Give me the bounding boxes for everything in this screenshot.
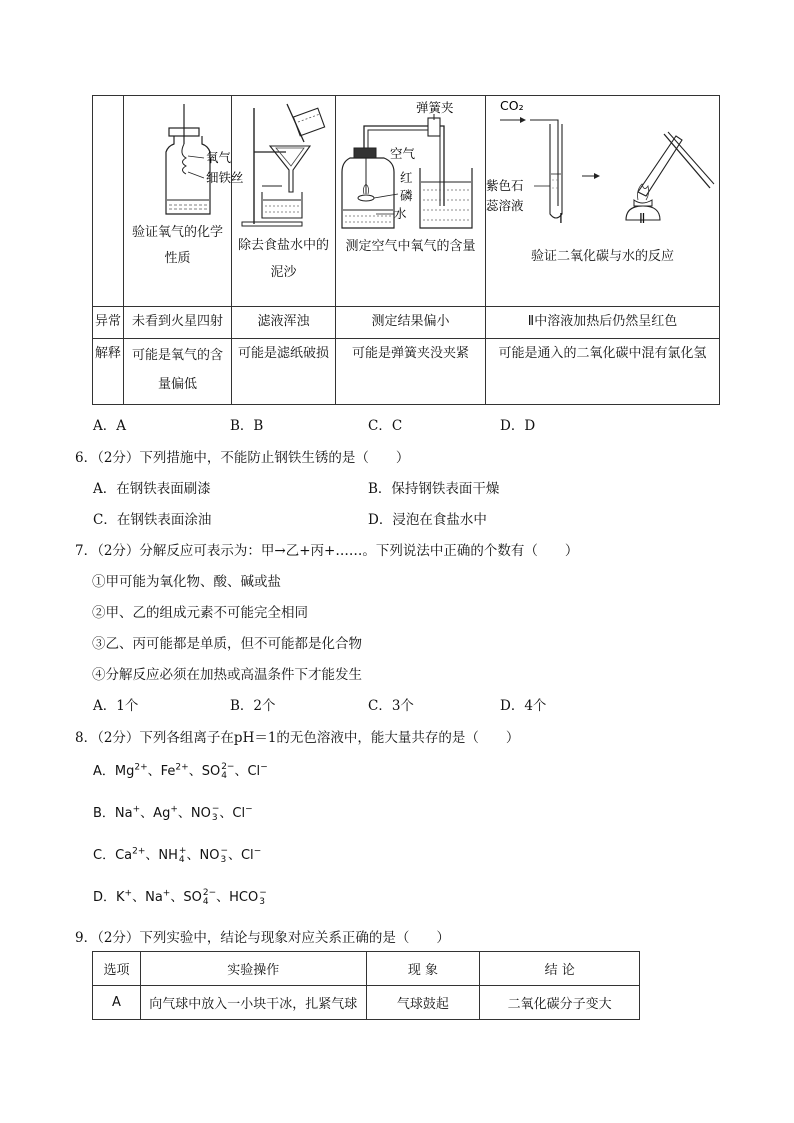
label-co2: CO₂ [500,98,524,113]
question-7 [75,539,775,719]
q8-option-c: C．$Ca^{2+}$、NH+ 4 、NO− 3 、Cl− [93,845,262,865]
question-8 [75,726,775,916]
q5-abnormal-1: 未看到火星四射 [124,307,232,339]
q5-abnormal-3: 测定结果偏小 [336,307,486,339]
q5-caption-1: 验证氧气的化学性质 [131,225,223,266]
q5-cell-filtration [232,96,336,307]
q7-option-b: B．2个 [230,698,276,714]
q8-option-a: A．$Mg^{2+}$、$Fe^{2+}$、SO2− 4 、Cl− [93,761,268,781]
label-litmus-1: 紫色石 [486,178,524,193]
q9-row-a-operation: 向气球中放入一小块干冰，扎紧气球 [140,986,366,1020]
q5-explain-row [93,339,720,405]
q9-stem: 9．（2分）下列实验中，结论与现象对应关系正确的是（ ） [75,930,450,946]
label-water: 水 [394,206,407,221]
q5-explain-label: 解释 [93,339,124,405]
q5-caption-2: 除去食盐水中的泥沙 [237,238,329,280]
question-6 [75,446,775,536]
q8-stem: 8．（2分）下列各组离子在pH＝1的无色溶液中，能大量共存的是（ ） [75,730,520,746]
q7-statement-3: ③乙、丙可能都是单质，但不可能都是化合物 [92,636,362,652]
q5-blank-cell [93,96,124,307]
label-tube-1: Ⅰ [559,212,563,227]
q7-option-a: A．1个 [93,698,139,714]
q7-option-c: C．3个 [368,698,414,714]
q5-explain-2: 可能是滤纸破损 [232,339,336,405]
q5-explain-1: 可能是氧气的含量偏低 [124,339,232,405]
q7-statement-4: ④分解反应必须在加热或高温条件下才能发生 [92,667,362,683]
q9-header-conclusion: 结 论 [480,952,640,986]
q5-abnormal-4: Ⅱ中溶液加热后仍然呈红色 [486,307,720,339]
q5-experiment-table [92,95,720,405]
phosphorus-air-figure [336,96,485,230]
q5-abnormal-2: 滤液浑浊 [232,307,336,339]
q9-row-a [93,986,640,1020]
q6-option-b: B．保持钢铁表面干燥 [368,481,500,497]
q8-option-c-letter: C． [93,848,116,863]
q8-option-a-letter: A． [93,764,115,779]
label-tube-2: Ⅱ [639,212,646,227]
q9-header-phenomenon: 现 象 [366,952,480,986]
q8-option-b: B．Na+、Ag+、NO− 3 、Cl− [93,803,253,823]
label-red: 红 [400,170,413,185]
q5-caption-4: 验证二氧化碳与水的反应 [530,249,674,264]
q5-explain-3: 可能是弹簧夹没夹紧 [336,339,486,405]
q9-header-row [93,952,640,986]
q5-figure-row [93,96,720,307]
q9-row-a-option: A [93,986,141,1020]
label-air: 空气 [390,146,416,161]
oxygen-iron-wire-figure [124,96,244,216]
q6-option-d: D．浸泡在食盐水中 [368,512,487,528]
q7-statement-1: ①甲可能为氧化物、酸、碱或盐 [92,574,281,590]
q5-cell-co2 [486,96,720,307]
q6-option-c: C．在钢铁表面涂油 [93,512,212,528]
q9-table [92,951,640,1020]
label-spring-clip: 弹簧夹 [416,100,454,115]
label-phosphorus: 磷 [400,188,413,203]
q8-option-d: D．K+、Na+、SO2− 4 、HCO− 3 [93,887,267,907]
q5-option-a: A．A [93,418,126,434]
q8-option-b-letter: B． [93,806,115,821]
filtration-figure [232,96,335,228]
co2-litmus-figure [486,96,719,230]
label-iron-wire: 细铁丝 [206,170,244,185]
label-oxygen: 氧气 [206,150,232,165]
q5-abnormal-label: 异常 [93,307,124,339]
q5-explain-4: 可能是通入的二氧化碳中混有氯化氢 [486,339,720,405]
q5-cell-oxygen [124,96,244,307]
q6-option-a: A．在钢铁表面刷漆 [93,481,211,497]
q7-stem: 7．（2分）分解反应可表示为：甲→乙+丙+……。下列说法中正确的个数有（ ） [75,543,579,559]
q5-caption-3: 测定空气中氧气的含量 [345,239,476,254]
q5-option-c: C．C [368,418,403,434]
q7-option-d: D．4个 [500,698,547,714]
q5-abnormal-row [93,307,720,339]
q5-option-b: B．B [230,418,264,434]
q7-statement-2: ②甲、乙的组成元素不可能完全相同 [92,605,308,621]
q5-option-d: D．D [500,418,536,434]
label-litmus-2: 蕊溶液 [486,198,524,213]
q8-option-d-letter: D． [93,890,117,905]
q5-cell-phosphorus [336,96,486,307]
q9-header-operation: 实验操作 [140,952,366,986]
q6-stem: 6．（2分）下列措施中，不能防止钢铁生锈的是（ ） [75,450,410,466]
q9-row-a-phenomenon: 气球鼓起 [366,986,480,1020]
q9-header-option: 选项 [93,952,141,986]
q9-row-a-conclusion: 二氧化碳分子变大 [480,986,640,1020]
